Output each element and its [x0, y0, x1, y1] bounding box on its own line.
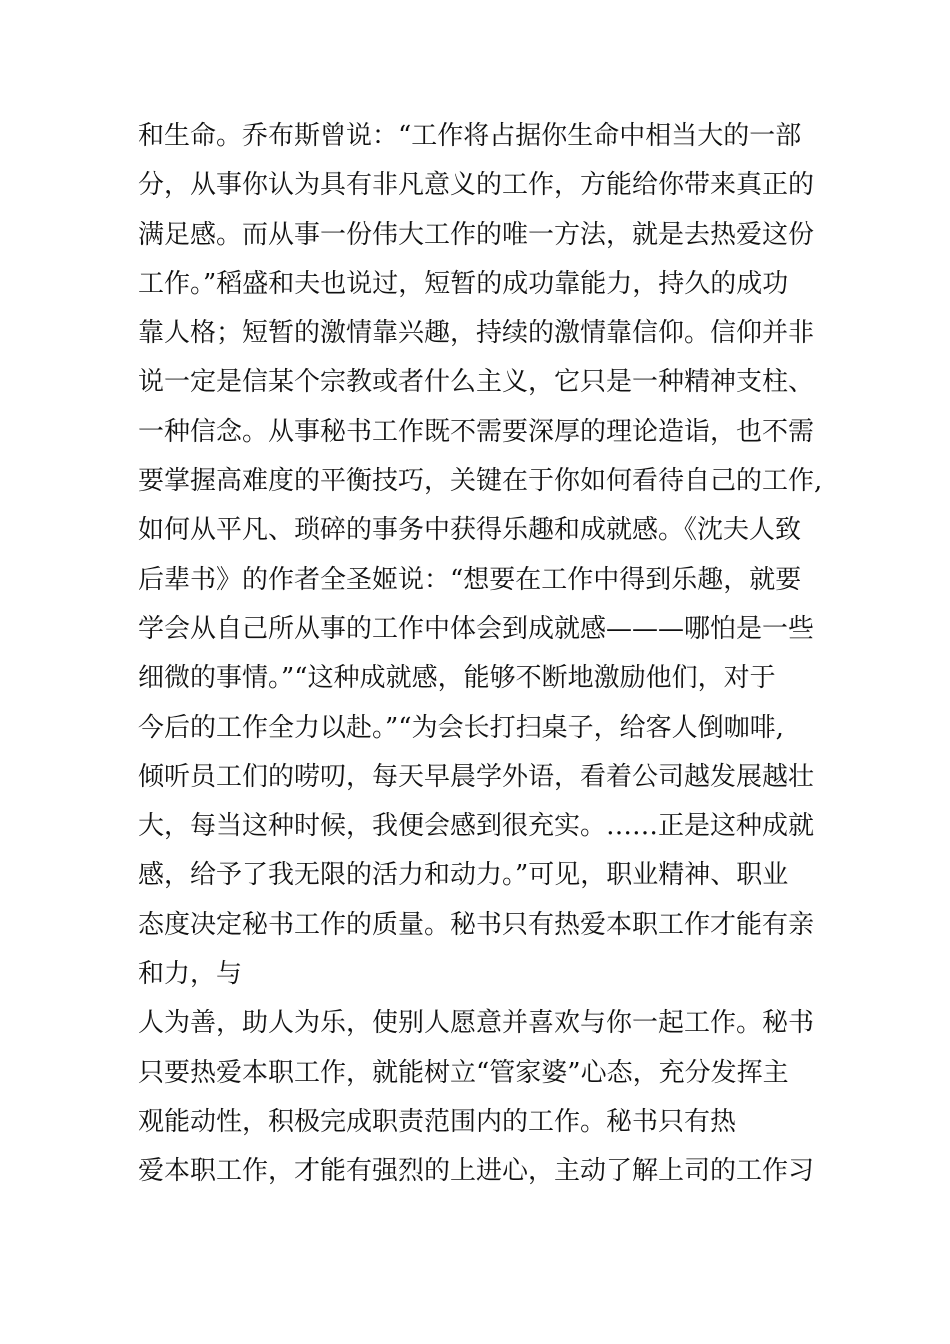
text-line: 如何从平凡、琐碎的事务中获得乐趣和成就感。《沈夫人致	[138, 515, 802, 546]
text-line: 分，从事你认为具有非凡意义的工作，方能给你带来真正的	[138, 170, 815, 201]
text-line: 爱本职工作，才能有强烈的上进心，主动了解上司的工作习	[138, 1156, 815, 1187]
text-line: 和生命。乔布斯曾说：“工作将占据你生命中相当大的一部	[138, 121, 802, 151]
text-line: 满足感。而从事一份伟大工作的唯一方法，就是去热爱这份	[138, 219, 815, 250]
text-line: 观能动性，积极完成职责范围内的工作。秘书只有热	[138, 1106, 737, 1137]
text-line: 靠人格；短暂的激情靠兴趣，持续的激情靠信仰。信仰并非	[138, 318, 815, 349]
text-line: 学会从自己所从事的工作中体会到成就感———哪怕是一些	[138, 613, 815, 644]
text-line: 大，每当这种时候，我便会感到很充实。……正是这种成就	[138, 811, 815, 842]
text-line: 今后的工作全力以赴。”“为会长打扫桌子，给客人倒咖啡,	[138, 712, 784, 743]
text-line: 态度决定秘书工作的质量。秘书只有热爱本职工作才能有亲	[138, 909, 815, 940]
text-line: 感，给予了我无限的活力和动力。”可见，职业精神、职业	[138, 860, 789, 891]
body-text	[138, 112, 823, 1197]
text-line: 人为善，助人为乐，使别人愿意并喜欢与你一起工作。秘书	[138, 1008, 815, 1039]
text-line: 后辈书》的作者全圣姬说：“想要在工作中得到乐趣，就要	[138, 564, 802, 595]
text-line: 只要热爱本职工作，就能树立“管家婆”心态，充分发挥主	[138, 1057, 789, 1088]
text-line: 和力，与	[138, 959, 243, 990]
text-line: 要掌握高难度的平衡技巧，关键在于你如何看待自己的工作,	[138, 466, 823, 497]
text-line: 细微的事情。”“这种成就感，能够不断地激励他们，对于	[138, 663, 776, 694]
text-line: 工作。”稻盛和夫也说过，短暂的成功靠能力，持久的成功	[138, 268, 789, 299]
text-line: 一种信念。从事秘书工作既不需要深厚的理论造诣，也不需	[138, 416, 815, 447]
text-line: 说一定是信某个宗教或者什么主义，它只是一种精神支柱、	[138, 367, 815, 398]
text-line: 倾听员工们的唠叨，每天早晨学外语，看着公司越发展越壮	[138, 761, 815, 792]
